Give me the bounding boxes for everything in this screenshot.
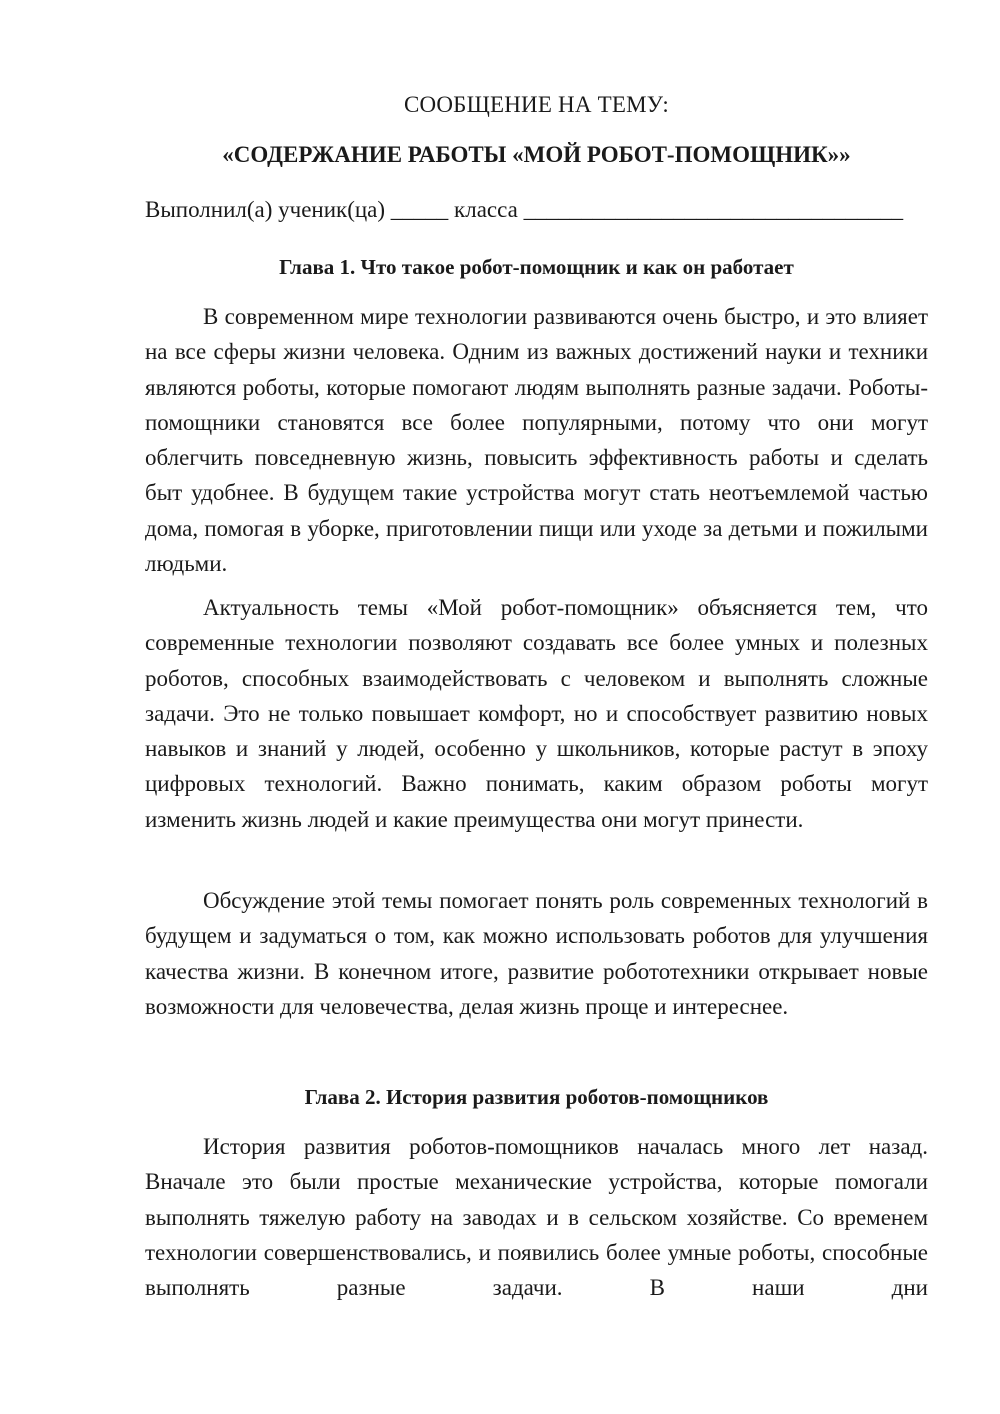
chapter-1-paragraph-1: В современном мире технологии развиваются очень быстро, и это влияет на все сферы жизни человека. Одним из важных достижений науки и техники являются роботы, которые помогают людям выполнять разные задачи. Роботы-помощники становятся все более популярными, потому что они могут облегчить повседневную жизнь, повысить эффективность работы и сделать быт удобнее. В будущем такие устройства могут стать неотъемлемой частью дома, помогая в уборке, приготовлении пищи или уходе за детьми и пожилыми людьми.	[145, 304, 928, 577]
chapter-1-heading: Глава 1. Что такое робот-помощник и как он работает	[279, 255, 794, 279]
chapter-2-heading: Глава 2. История развития роботов-помощников	[304, 1085, 769, 1109]
document-title-line-1: СООБЩЕНИЕ НА ТЕМУ:	[404, 92, 669, 117]
author-line: Выполнил(а) ученик(ца) _____ класса _________________________________	[145, 197, 904, 222]
chapter-1-paragraph-2: Актуальность темы «Мой робот-помощник» объясняется тем, что современные технологии позволяют создавать все более умных и полезных роботов, способных взаимодействовать с человеком и выполнять сложные задачи. Это не только повышает комфорт, но и способствует развитию новых навыков и знаний у людей, особенно у школьников, которые растут в эпоху цифровых технологий. Важно понимать, каким образом роботы могут изменить жизнь людей и какие преимущества они могут принести.	[145, 595, 928, 832]
chapter-1-paragraph-3: Обсуждение этой темы помогает понять роль современных технологий в будущем и задуматься о том, как можно использовать роботов для улучшения качества жизни. В конечном итоге, развитие робототехники открывает новые возможности для человечества, делая жизнь проще и интереснее.	[145, 888, 928, 1019]
document-title-line-2: «СОДЕРЖАНИЕ РАБОТЫ «МОЙ РОБОТ-ПОМОЩНИК»»	[222, 142, 851, 167]
chapter-2-paragraph-1: История развития роботов-помощников началась много лет назад. Вначале это были простые механические устройства, которые помогали выполнять тяжелую работу на заводах и в сельском хозяйстве. Со временем технологии совершенствовались, и появились более умные роботы, способные выполнять разные задачи. В наши дни	[145, 1134, 928, 1301]
